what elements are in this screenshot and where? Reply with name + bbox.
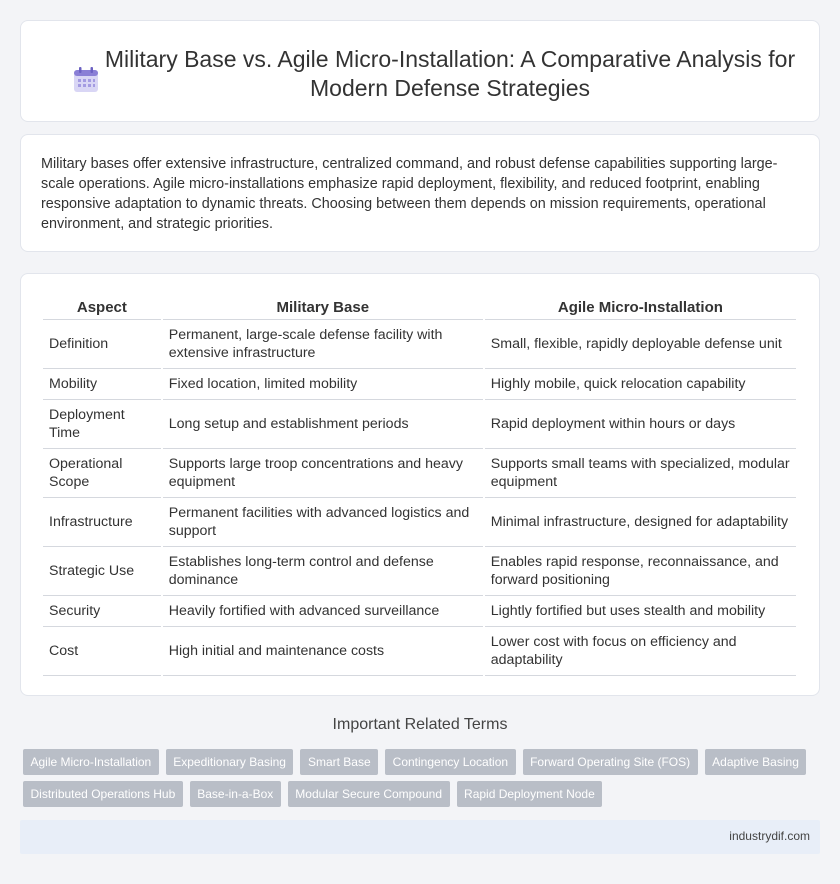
agile-cell: Highly mobile, quick relocation capability (485, 369, 796, 400)
related-term-tag[interactable]: Agile Micro-Installation (23, 749, 159, 775)
agile-cell: Minimal infrastructure, designed for adaptability (485, 498, 796, 547)
page-title: Military Base vs. Agile Micro-Installation: A Comparative Analysis for Modern Defense Strategies (104, 46, 796, 101)
table-row (43, 596, 796, 627)
related-term-tag[interactable]: Forward Operating Site (FOS) (523, 749, 698, 775)
comparison-table (41, 296, 798, 676)
comparison-table-card (20, 273, 820, 696)
title-card (20, 20, 820, 122)
agile-cell: Lower cost with focus on efficiency and adaptability (485, 627, 796, 676)
agile-cell: Small, flexible, rapidly deployable defense unit (485, 320, 796, 369)
aspect-cell: Operational Scope (43, 449, 161, 498)
agile-cell: Supports small teams with specialized, modular equipment (485, 449, 796, 498)
related-term-tag[interactable]: Rapid Deployment Node (457, 781, 603, 807)
column-header-military-base: Military Base (163, 296, 483, 320)
agile-cell: Enables rapid response, reconnaissance, and forward positioning (485, 547, 796, 596)
military-base-cell: Heavily fortified with advanced surveillance (163, 596, 483, 627)
related-term-tag[interactable]: Base-in-a-Box (190, 781, 281, 807)
military-base-cell: Permanent, large-scale defense facility with extensive infrastructure (163, 320, 483, 369)
footer (20, 820, 820, 854)
related-term-tag[interactable]: Contingency Location (385, 749, 515, 775)
agile-cell: Lightly fortified but uses stealth and mobility (485, 596, 796, 627)
aspect-cell: Definition (43, 320, 161, 369)
aspect-cell: Infrastructure (43, 498, 161, 547)
table-row (43, 547, 796, 596)
related-terms-heading: Important Related Terms (332, 716, 508, 733)
aspect-cell: Cost (43, 627, 161, 676)
aspect-cell: Strategic Use (43, 547, 161, 596)
table-row (43, 498, 796, 547)
related-term-tag[interactable]: Smart Base (300, 749, 378, 775)
military-base-cell: Supports large troop concentrations and heavy equipment (163, 449, 483, 498)
aspect-cell: Deployment Time (43, 400, 161, 449)
table-row (43, 369, 796, 400)
table-row (43, 320, 796, 369)
related-term-tag[interactable]: Expeditionary Basing (166, 749, 294, 775)
related-term-tag[interactable]: Distributed Operations Hub (23, 781, 183, 807)
related-term-tag[interactable]: Modular Secure Compound (288, 781, 450, 807)
military-base-cell: Fixed location, limited mobility (163, 369, 483, 400)
column-header-agile-micro-installation: Agile Micro-Installation (485, 296, 796, 320)
intro-card (20, 134, 820, 252)
table-row (43, 449, 796, 498)
footer-site-link[interactable]: industrydif.com (729, 829, 810, 843)
related-term-tag[interactable]: Adaptive Basing (705, 749, 807, 775)
aspect-cell: Mobility (43, 369, 161, 400)
intro-paragraph: Military bases offer extensive infrastructure, centralized command, and robust defense capabilities supporting large-scale operations. Agile micro-installations emphasize rapid deployment, flexibility, and reduced footprint, enabling responsive adaptation to dynamic threats. Choosing between them depends on mission requirements, operational environment, and strategic priorities. (41, 156, 778, 232)
military-base-cell: Establishes long-term control and defense dominance (163, 547, 483, 596)
aspect-cell: Security (43, 596, 161, 627)
table-row (43, 627, 796, 676)
table-row (43, 400, 796, 449)
related-terms-list (23, 749, 823, 807)
agile-cell: Rapid deployment within hours or days (485, 400, 796, 449)
military-base-cell: High initial and maintenance costs (163, 627, 483, 676)
column-header-aspect: Aspect (43, 296, 161, 320)
military-base-cell: Long setup and establishment periods (163, 400, 483, 449)
military-base-cell: Permanent facilities with advanced logistics and support (163, 498, 483, 547)
